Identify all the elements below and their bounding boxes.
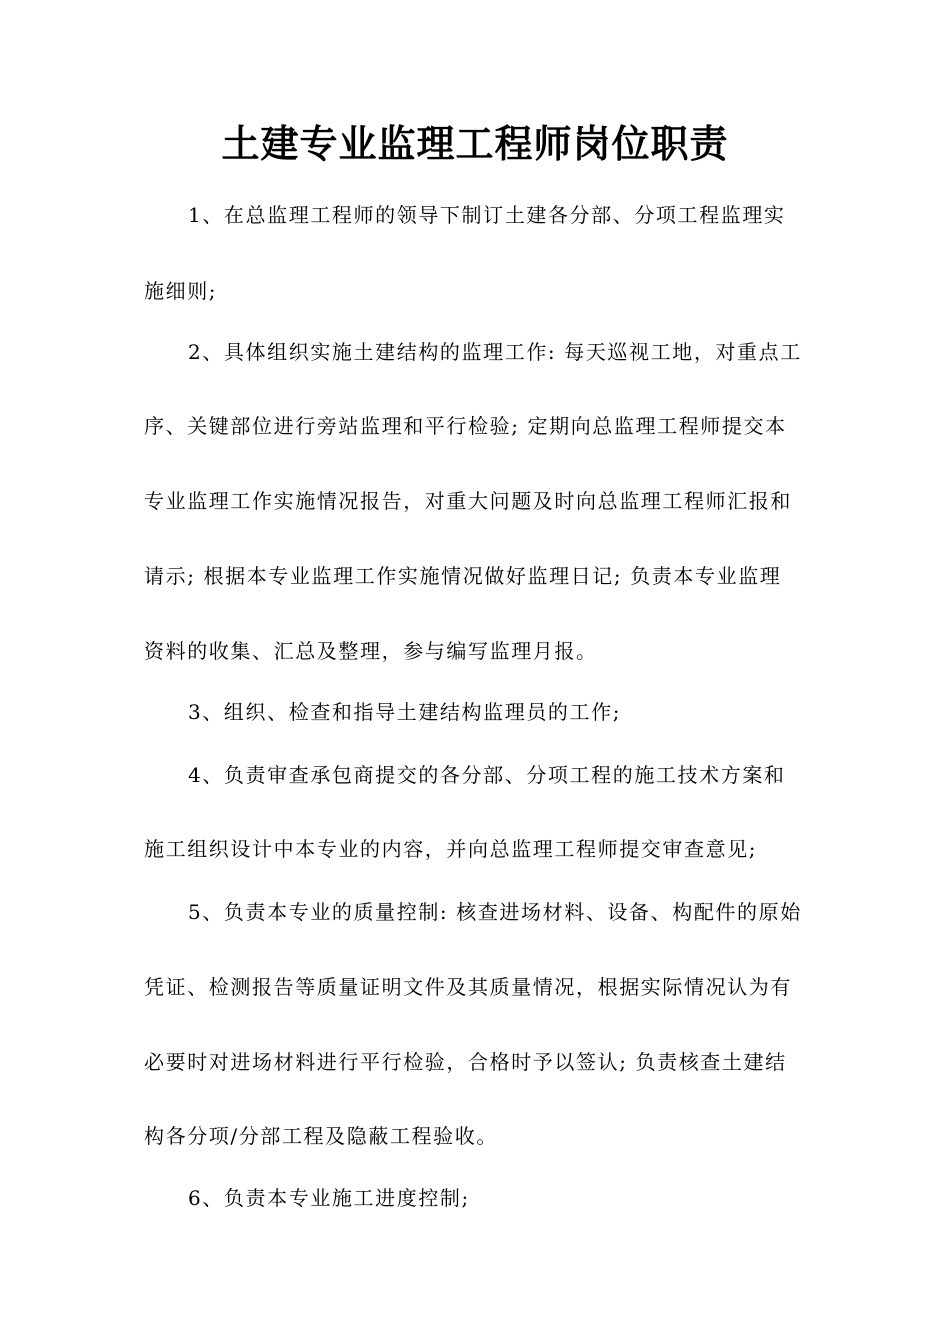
paragraph-1-line-1: 1、在总监理工程师的领导下制订土建各分部、分项工程监理实 [188, 203, 786, 227]
paragraph-5-line-4: 构各分项/分部工程及隐蔽工程验收。 [144, 1124, 498, 1148]
document-title: 土建专业监理工程师岗位职责 [221, 122, 729, 166]
paragraph-2-line-1: 2、具体组织实施土建结构的监理工作: 每天巡视工地，对重点工 [188, 340, 802, 364]
paragraph-1-line-2: 施细则; [144, 279, 218, 303]
paragraph-6-line-1: 6、负责本专业施工进度控制; [188, 1186, 470, 1210]
paragraph-4-line-1: 4、负责审查承包商提交的各分部、分项工程的施工技术方案和 [188, 763, 786, 787]
paragraph-4-line-2: 施工组织设计中本专业的内容，并向总监理工程师提交审查意见; [144, 837, 758, 861]
paragraph-2-line-3: 专业监理工作实施情况报告，对重大问题及时向总监理工程师汇报和 [144, 489, 792, 513]
paragraph-5-line-3: 必要时对进场材料进行平行检验，合格时予以签认; 负责核查土建结 [144, 1050, 787, 1074]
paragraph-2-line-4: 请示; 根据本专业监理工作实施情况做好监理日记; 负责本专业监理 [144, 564, 782, 588]
paragraph-3-line-1: 3、组织、检查和指导土建结构监理员的工作; [188, 700, 622, 724]
paragraph-2-line-5: 资料的收集、汇总及整理，参与编写监理月报。 [144, 639, 598, 663]
paragraph-5-line-1: 5、负责本专业的质量控制: 核查进场材料、设备、构配件的原始 [188, 900, 802, 924]
paragraph-2-line-2: 序、关键部位进行旁站监理和平行检验; 定期向总监理工程师提交本 [144, 414, 787, 438]
paragraph-5-line-2: 凭证、检测报告等质量证明文件及其质量情况，根据实际情况认为有 [144, 975, 792, 999]
